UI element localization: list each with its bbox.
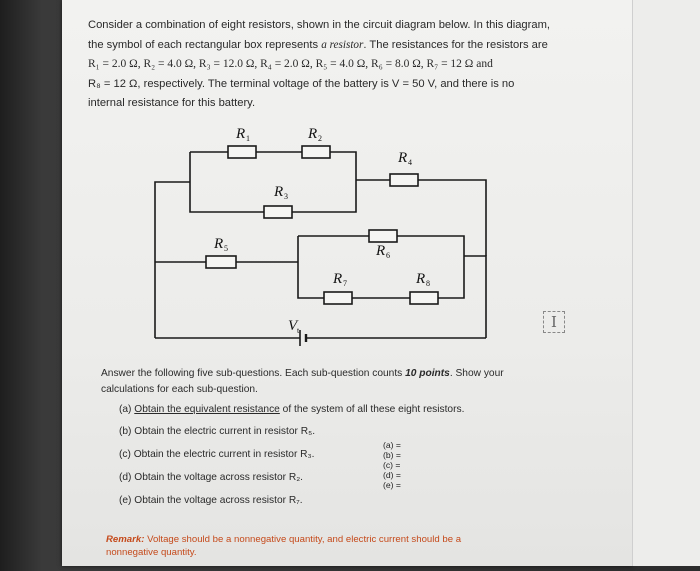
remark-note xyxy=(106,533,506,559)
label-r2-sub: 2 xyxy=(318,134,322,143)
intro-line-3: R₁ = 2.0 Ω, R₂ = 4.0 Ω, R₃ = 12.0 Ω, R₄ = 2.0 Ω, R₅ = 4.0 Ω, R₆ = 8.0 Ω, R₇ = 12 Ω and xyxy=(88,58,493,70)
resistor-r1 xyxy=(228,146,256,158)
answer-e[interactable]: (e) = xyxy=(383,480,401,490)
label-r4: R xyxy=(398,150,408,166)
label-battery-sub: t xyxy=(297,326,300,335)
label-r5-sub: 5 xyxy=(224,244,228,253)
instructions-points: 10 points xyxy=(405,368,450,379)
label-r8: R xyxy=(416,271,426,287)
wire-right-rail xyxy=(464,256,486,338)
label-r3: R xyxy=(274,184,284,200)
resistor-r7 xyxy=(324,292,352,304)
question-c: (c) Obtain the electric current in resistor R₃. xyxy=(119,449,315,460)
wire-left-rail xyxy=(155,182,190,338)
answer-fields xyxy=(383,440,401,490)
question-a-underlined: Obtain the equivalent resistance xyxy=(134,404,280,415)
instructions-end: . Show your calculations for each sub-question. xyxy=(101,368,504,395)
label-r8-sub: 8 xyxy=(426,279,430,288)
question-a-prefix: (a) xyxy=(119,404,135,415)
resistor-r8 xyxy=(410,292,438,304)
text-cursor-icon[interactable]: I xyxy=(543,311,565,333)
label-battery: V xyxy=(288,318,298,334)
resistor-group xyxy=(206,146,438,304)
intro-line-2-end: . The resistances for the resistors are xyxy=(363,38,548,51)
intro-line-5: internal resistance for this battery. xyxy=(88,97,256,109)
intro-line-4: R₈ = 12 Ω, respectively. The terminal voltage of the battery is V = 50 V, and there is no xyxy=(88,77,515,90)
question-d: (d) Obtain the voltage across resistor R₂. xyxy=(119,472,304,483)
question-a-rest: of the system of all these eight resistors. xyxy=(279,404,465,415)
label-r7-sub: 7 xyxy=(343,279,347,288)
resistor-r2 xyxy=(302,146,330,158)
answer-c[interactable]: (c) = xyxy=(383,460,401,470)
answer-d[interactable]: (d) = xyxy=(383,470,401,480)
resistor-r4 xyxy=(390,174,418,186)
question-b: (b) Obtain the electric current in resistor R₅. xyxy=(119,426,316,437)
remark-text: Voltage should be a nonnegative quantity, and electric current should be a nonnegative quantity. xyxy=(106,534,462,558)
resistor-r5 xyxy=(206,256,236,268)
label-r4-sub: 4 xyxy=(408,158,412,167)
answer-b[interactable]: (b) = xyxy=(383,450,401,460)
question-e: (e) Obtain the voltage across resistor R₇. xyxy=(119,495,303,506)
instructions-start: Answer the following five sub-questions. Each sub-question counts xyxy=(101,368,406,379)
battery-symbol xyxy=(300,330,306,346)
resistor-r6 xyxy=(369,230,397,242)
question-a xyxy=(119,404,464,415)
resistor-r3 xyxy=(264,206,292,218)
label-r6-sub: 6 xyxy=(386,251,390,260)
label-r1: R xyxy=(236,126,246,142)
remark-label: Remark: xyxy=(106,534,145,545)
circuit-wires xyxy=(155,152,486,338)
label-r1-sub: 1 xyxy=(246,134,250,143)
label-r2: R xyxy=(308,126,318,142)
label-r6: R xyxy=(376,243,386,259)
wire-top-loop xyxy=(190,152,356,212)
label-r3-sub: 3 xyxy=(284,192,288,201)
label-r5: R xyxy=(214,236,224,252)
intro-line-1: Consider a combination of eight resistors, shown in the circuit diagram below. In this diagram, xyxy=(88,19,551,31)
intro-line-2-emphasis: a resistor xyxy=(321,38,364,51)
label-r7: R xyxy=(333,271,343,287)
question-instructions xyxy=(101,366,521,398)
answer-a[interactable]: (a) = xyxy=(383,440,401,450)
intro-line-2-start: the symbol of each rectangular box represents xyxy=(88,38,322,51)
